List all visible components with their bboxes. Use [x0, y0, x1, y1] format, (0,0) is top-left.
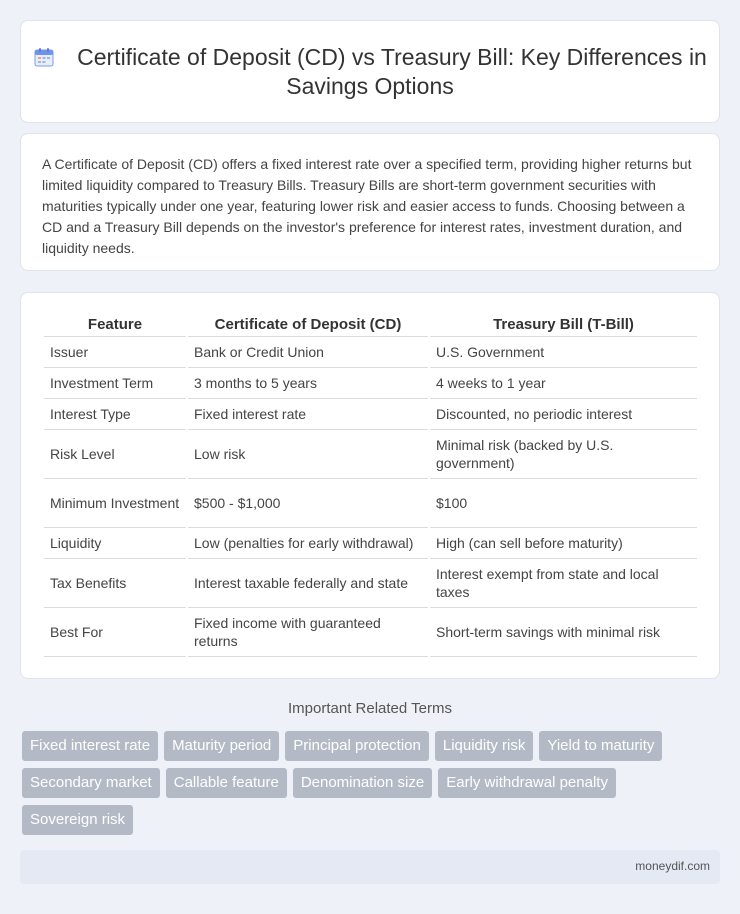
- table-cell: Discounted, no periodic interest: [430, 399, 697, 430]
- table-cell: Interest exempt from state and local taxes: [430, 559, 697, 608]
- table-cell: Low (penalties for early withdrawal): [188, 528, 428, 559]
- related-term-tag[interactable]: Callable feature: [166, 768, 287, 798]
- table-cell: Issuer: [44, 337, 186, 368]
- summary-text: A Certificate of Deposit (CD) offers a fixed interest rate over a specified term, providing higher returns but limited liquidity compared to Treasury Bills. Treasury Bills are short-term government securities with maturities typically under one year, featuring lower risk and easier access to funds. Choosing between a CD and a Treasury Bill depends on the investor's preference for interest rates, investment duration, and liquidity needs.: [42, 156, 692, 256]
- table-row: [44, 337, 697, 368]
- title-card: [20, 20, 720, 123]
- table-cell: Bank or Credit Union: [188, 337, 428, 368]
- related-term-tag[interactable]: Principal protection: [285, 731, 429, 761]
- table-cell: Risk Level: [44, 430, 186, 479]
- table-row: [44, 368, 697, 399]
- calendar-icon: [33, 46, 55, 68]
- table-cell: Low risk: [188, 430, 428, 479]
- page-title: [21, 43, 719, 101]
- column-header: Feature: [44, 315, 186, 337]
- page-title-text: Certificate of Deposit (CD) vs Treasury Bill: Key Differences in Savings Options: [77, 44, 707, 99]
- table-row: [44, 528, 697, 559]
- column-header: Certificate of Deposit (CD): [188, 315, 428, 337]
- comparison-table: [42, 315, 699, 657]
- table-cell: Fixed income with guaranteed returns: [188, 608, 428, 657]
- related-term-tag[interactable]: Liquidity risk: [435, 731, 534, 761]
- related-terms-heading: Important Related Terms: [288, 700, 452, 717]
- table-cell: Minimal risk (backed by U.S. government): [430, 430, 697, 479]
- table-row: [44, 608, 697, 657]
- table-cell: Liquidity: [44, 528, 186, 559]
- related-term-tag[interactable]: Secondary market: [22, 768, 160, 798]
- related-term-tag[interactable]: Maturity period: [164, 731, 279, 761]
- table-header-row: [44, 315, 697, 337]
- related-terms-list: [22, 731, 722, 842]
- related-term-tag[interactable]: Fixed interest rate: [22, 731, 158, 761]
- table-cell: 3 months to 5 years: [188, 368, 428, 399]
- related-term-tag[interactable]: Denomination size: [293, 768, 432, 798]
- related-term-tag[interactable]: Early withdrawal penalty: [438, 768, 616, 798]
- table-row: [44, 559, 697, 608]
- table-cell: $500 - $1,000: [188, 479, 428, 528]
- footer: [20, 850, 720, 884]
- table-cell: $100: [430, 479, 697, 528]
- table-cell: Investment Term: [44, 368, 186, 399]
- table-row: [44, 479, 697, 528]
- table-cell: Tax Benefits: [44, 559, 186, 608]
- table-cell: 4 weeks to 1 year: [430, 368, 697, 399]
- table-cell: High (can sell before maturity): [430, 528, 697, 559]
- table-cell: U.S. Government: [430, 337, 697, 368]
- table-cell: Best For: [44, 608, 186, 657]
- summary-card: [20, 133, 720, 271]
- table-row: [44, 399, 697, 430]
- table-cell: Short-term savings with minimal risk: [430, 608, 697, 657]
- table-cell: Minimum Investment: [44, 479, 186, 528]
- comparison-card: [20, 292, 720, 679]
- table-cell: Interest taxable federally and state: [188, 559, 428, 608]
- related-term-tag[interactable]: Sovereign risk: [22, 805, 133, 835]
- footer-site-link[interactable]: moneydif.com: [635, 859, 710, 873]
- related-term-tag[interactable]: Yield to maturity: [539, 731, 662, 761]
- table-row: [44, 430, 697, 479]
- table-cell: Fixed interest rate: [188, 399, 428, 430]
- table-cell: Interest Type: [44, 399, 186, 430]
- column-header: Treasury Bill (T-Bill): [430, 315, 697, 337]
